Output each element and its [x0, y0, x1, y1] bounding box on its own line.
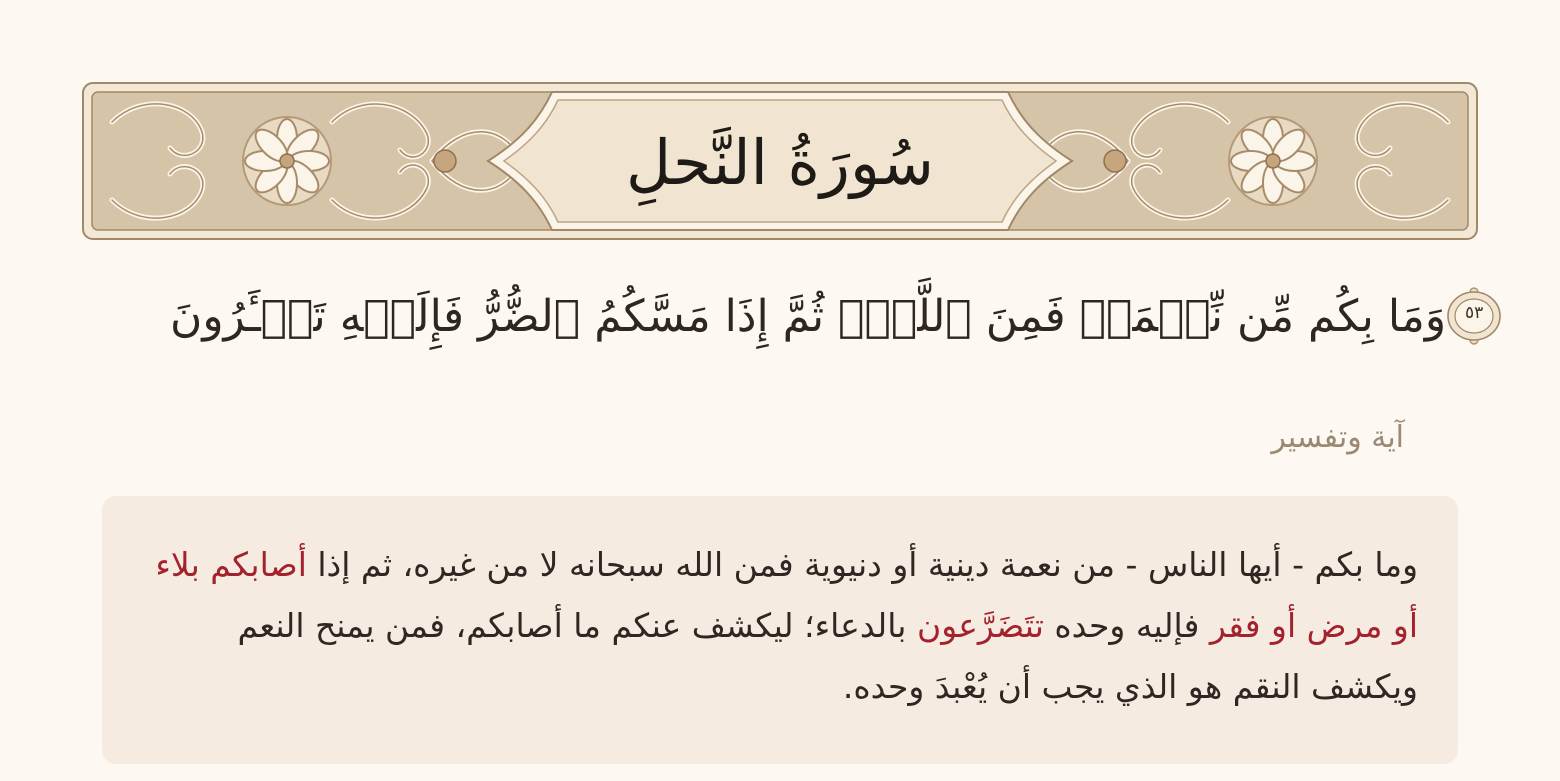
section-label: آية وتفسير — [1271, 420, 1404, 455]
tafsir-text — [150, 534, 1418, 717]
tafsir-highlight: أصابكم بلاء أو مرض أو فقر — [155, 545, 1418, 645]
tafsir-text-part: وما بكم - أيها الناس - من نعمة دينية أو دنيوية فمن الله سبحانه لا من غيره، ثم إذا — [306, 545, 1418, 584]
surah-title: سُورَةُ النَّحلِ — [626, 125, 934, 199]
ayah-number-marker — [1446, 280, 1502, 352]
tafsir-highlight: تتَضَرَّعون — [916, 606, 1044, 645]
tafsir-card — [102, 496, 1458, 764]
surah-header-banner — [82, 82, 1478, 240]
ayah-number: ٥٣ — [1464, 303, 1484, 323]
ayah-line — [170, 276, 1484, 356]
tafsir-text-part: بالدعاء؛ ليكشف عنكم ما أصابكم، فمن يمنح النعم ويكشف النقم هو الذي يجب أن يُعْبدَ وحده. — [237, 606, 1418, 706]
ayah-text: وَمَا بِكُم مِّن نِّعۡمَةٖ فَمِنَ ٱللَّهِۖ ثُمَّ إِذَا مَسَّكُمُ ٱلضُّرُّ فَإِلَيۡهِ تَجۡـَٔرُونَ — [170, 290, 1447, 342]
tafsir-text-part: فإليه وحده — [1043, 606, 1210, 645]
